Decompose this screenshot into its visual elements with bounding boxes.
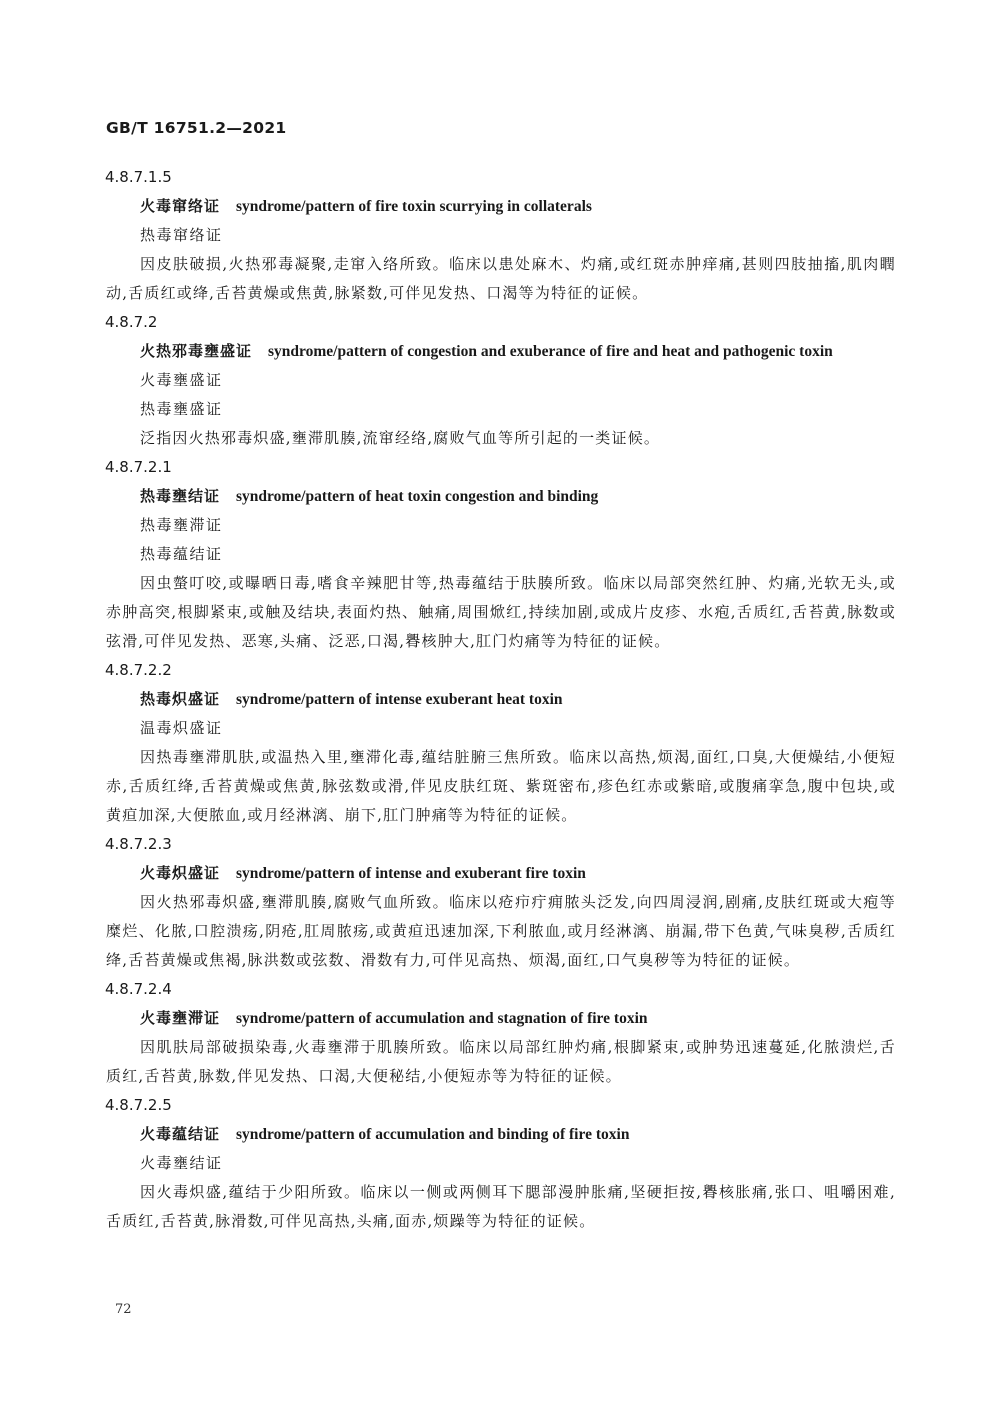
synonym: 热毒蕴结证 — [140, 545, 223, 563]
term-chinese: 热毒壅结证 — [140, 487, 221, 505]
definition: 因火毒炽盛,蕴结于少阳所致。临床以一侧或两侧耳下腮部漫肿胀痛,坚硬拒按,臖核胀痛,张口、咀嚼困难,舌质红,舌苔黄,脉滑数,可伴见高热,头痛,面赤,烦躁等为特征的证候。 — [106, 1183, 896, 1230]
entry — [106, 830, 896, 975]
term-chinese: 火毒炽盛证 — [140, 864, 221, 882]
term-chinese: 热毒炽盛证 — [140, 690, 221, 708]
entry — [106, 656, 896, 830]
entry-list — [106, 163, 896, 1236]
definition: 因热毒壅滞肌肤,或温热入里,壅滞化毒,蕴结脏腑三焦所致。临床以高热,烦渴,面红,口臭,大便燥结,小便短赤,舌质红绛,舌苔黄燥或焦黄,脉弦数或滑,伴见皮肤红斑、紫斑密布,疹色红赤或紫暗,或腹痛挛急,腹中包块,或黄疸加深,大便脓血,或月经淋漓、崩下,肛门肿痛等为特征的证候。 — [106, 748, 896, 824]
synonym: 火毒壅结证 — [140, 1154, 223, 1172]
term-line — [106, 482, 896, 511]
term-line — [106, 337, 896, 366]
definition: 因皮肤破损,火热邪毒凝聚,走窜入络所致。临床以患处麻木、灼痛,或红斑赤肿痒痛,甚则四肢抽搐,肌肉瞤动,舌质红或绛,舌苔黄燥或焦黄,脉紧数,可伴见发热、口渴等为特征的证候。 — [106, 255, 896, 302]
term-chinese: 火毒蕴结证 — [140, 1125, 221, 1143]
term-english: syndrome/pattern of heat toxin congestion and binding — [236, 488, 599, 505]
entry — [106, 1091, 896, 1236]
synonym: 热毒壅滞证 — [140, 516, 223, 534]
term-chinese: 火毒壅滞证 — [140, 1009, 221, 1027]
definition: 因火热邪毒炽盛,壅滞肌腠,腐败气血所致。临床以疮疖疔痈脓头泛发,向四周浸润,剧痛,皮肤红斑或大疱等糜烂、化脓,口腔溃疡,阴疮,肛周脓疡,或黄疸迅速加深,下利脓血,或月经淋漓、崩漏,带下色黄,气味臭秽,舌质红绛,舌苔黄燥或焦褐,脉洪数或弦数、滑数有力,可伴见高热、烦渴,面红,口气臭秽等为特征的证候。 — [106, 893, 896, 969]
synonym: 热毒窜络证 — [140, 226, 223, 244]
term-english: syndrome/pattern of intense and exuberant fire toxin — [236, 865, 586, 882]
section-number: 4.8.7.2.3 — [105, 835, 172, 853]
term-line — [106, 192, 896, 221]
term-chinese: 火热邪毒壅盛证 — [140, 342, 253, 360]
term-line — [106, 1004, 896, 1033]
page-number: 72 — [115, 1302, 132, 1317]
entry — [106, 453, 896, 656]
term-line — [106, 1120, 896, 1149]
section-number: 4.8.7.2.4 — [105, 980, 172, 998]
term-english: syndrome/pattern of accumulation and binding of fire toxin — [236, 1126, 630, 1143]
synonym: 火毒壅盛证 — [140, 371, 223, 389]
term-english: syndrome/pattern of congestion and exuberance of fire and heat and pathogenic toxin — [268, 343, 833, 360]
definition: 因肌肤局部破损染毒,火毒壅滞于肌腠所致。临床以局部红肿灼痛,根脚紧束,或肿势迅速蔓延,化脓溃烂,舌质红,舌苔黄,脉数,伴见发热、口渴,大便秘结,小便短赤等为特征的证候。 — [106, 1038, 896, 1085]
definition: 因虫螫叮咬,或曝晒日毒,嗜食辛辣肥甘等,热毒蕴结于肤腠所致。临床以局部突然红肿、灼痛,光软无头,或赤肿高突,根脚紧束,或触及结块,表面灼热、触痛,周围焮红,持续加剧,或成片皮疹、水疱,舌质红,舌苔黄,脉数或弦滑,可伴见发热、恶寒,头痛、泛恶,口渴,臖核肿大,肛门灼痛等为特征的证候。 — [106, 574, 896, 650]
entry — [106, 975, 896, 1091]
term-chinese: 火毒窜络证 — [140, 197, 221, 215]
entry — [106, 163, 896, 308]
term-english: syndrome/pattern of accumulation and stagnation of fire toxin — [236, 1010, 648, 1027]
standard-id: GB/T 16751.2—2021 — [106, 119, 287, 137]
term-english: syndrome/pattern of intense exuberant heat toxin — [236, 691, 563, 708]
entry — [106, 308, 896, 453]
section-number: 4.8.7.2.5 — [105, 1096, 172, 1114]
term-english: syndrome/pattern of fire toxin scurrying in collaterals — [236, 198, 592, 215]
synonym: 热毒壅盛证 — [140, 400, 223, 418]
definition: 泛指因火热邪毒炽盛,壅滞肌腠,流窜经络,腐败气血等所引起的一类证候。 — [140, 429, 661, 447]
section-number: 4.8.7.2.2 — [105, 661, 172, 679]
section-number: 4.8.7.1.5 — [105, 168, 172, 186]
term-line — [106, 685, 896, 714]
section-number: 4.8.7.2.1 — [105, 458, 172, 476]
section-number: 4.8.7.2 — [105, 313, 158, 331]
synonym: 温毒炽盛证 — [140, 719, 223, 737]
term-line — [106, 859, 896, 888]
